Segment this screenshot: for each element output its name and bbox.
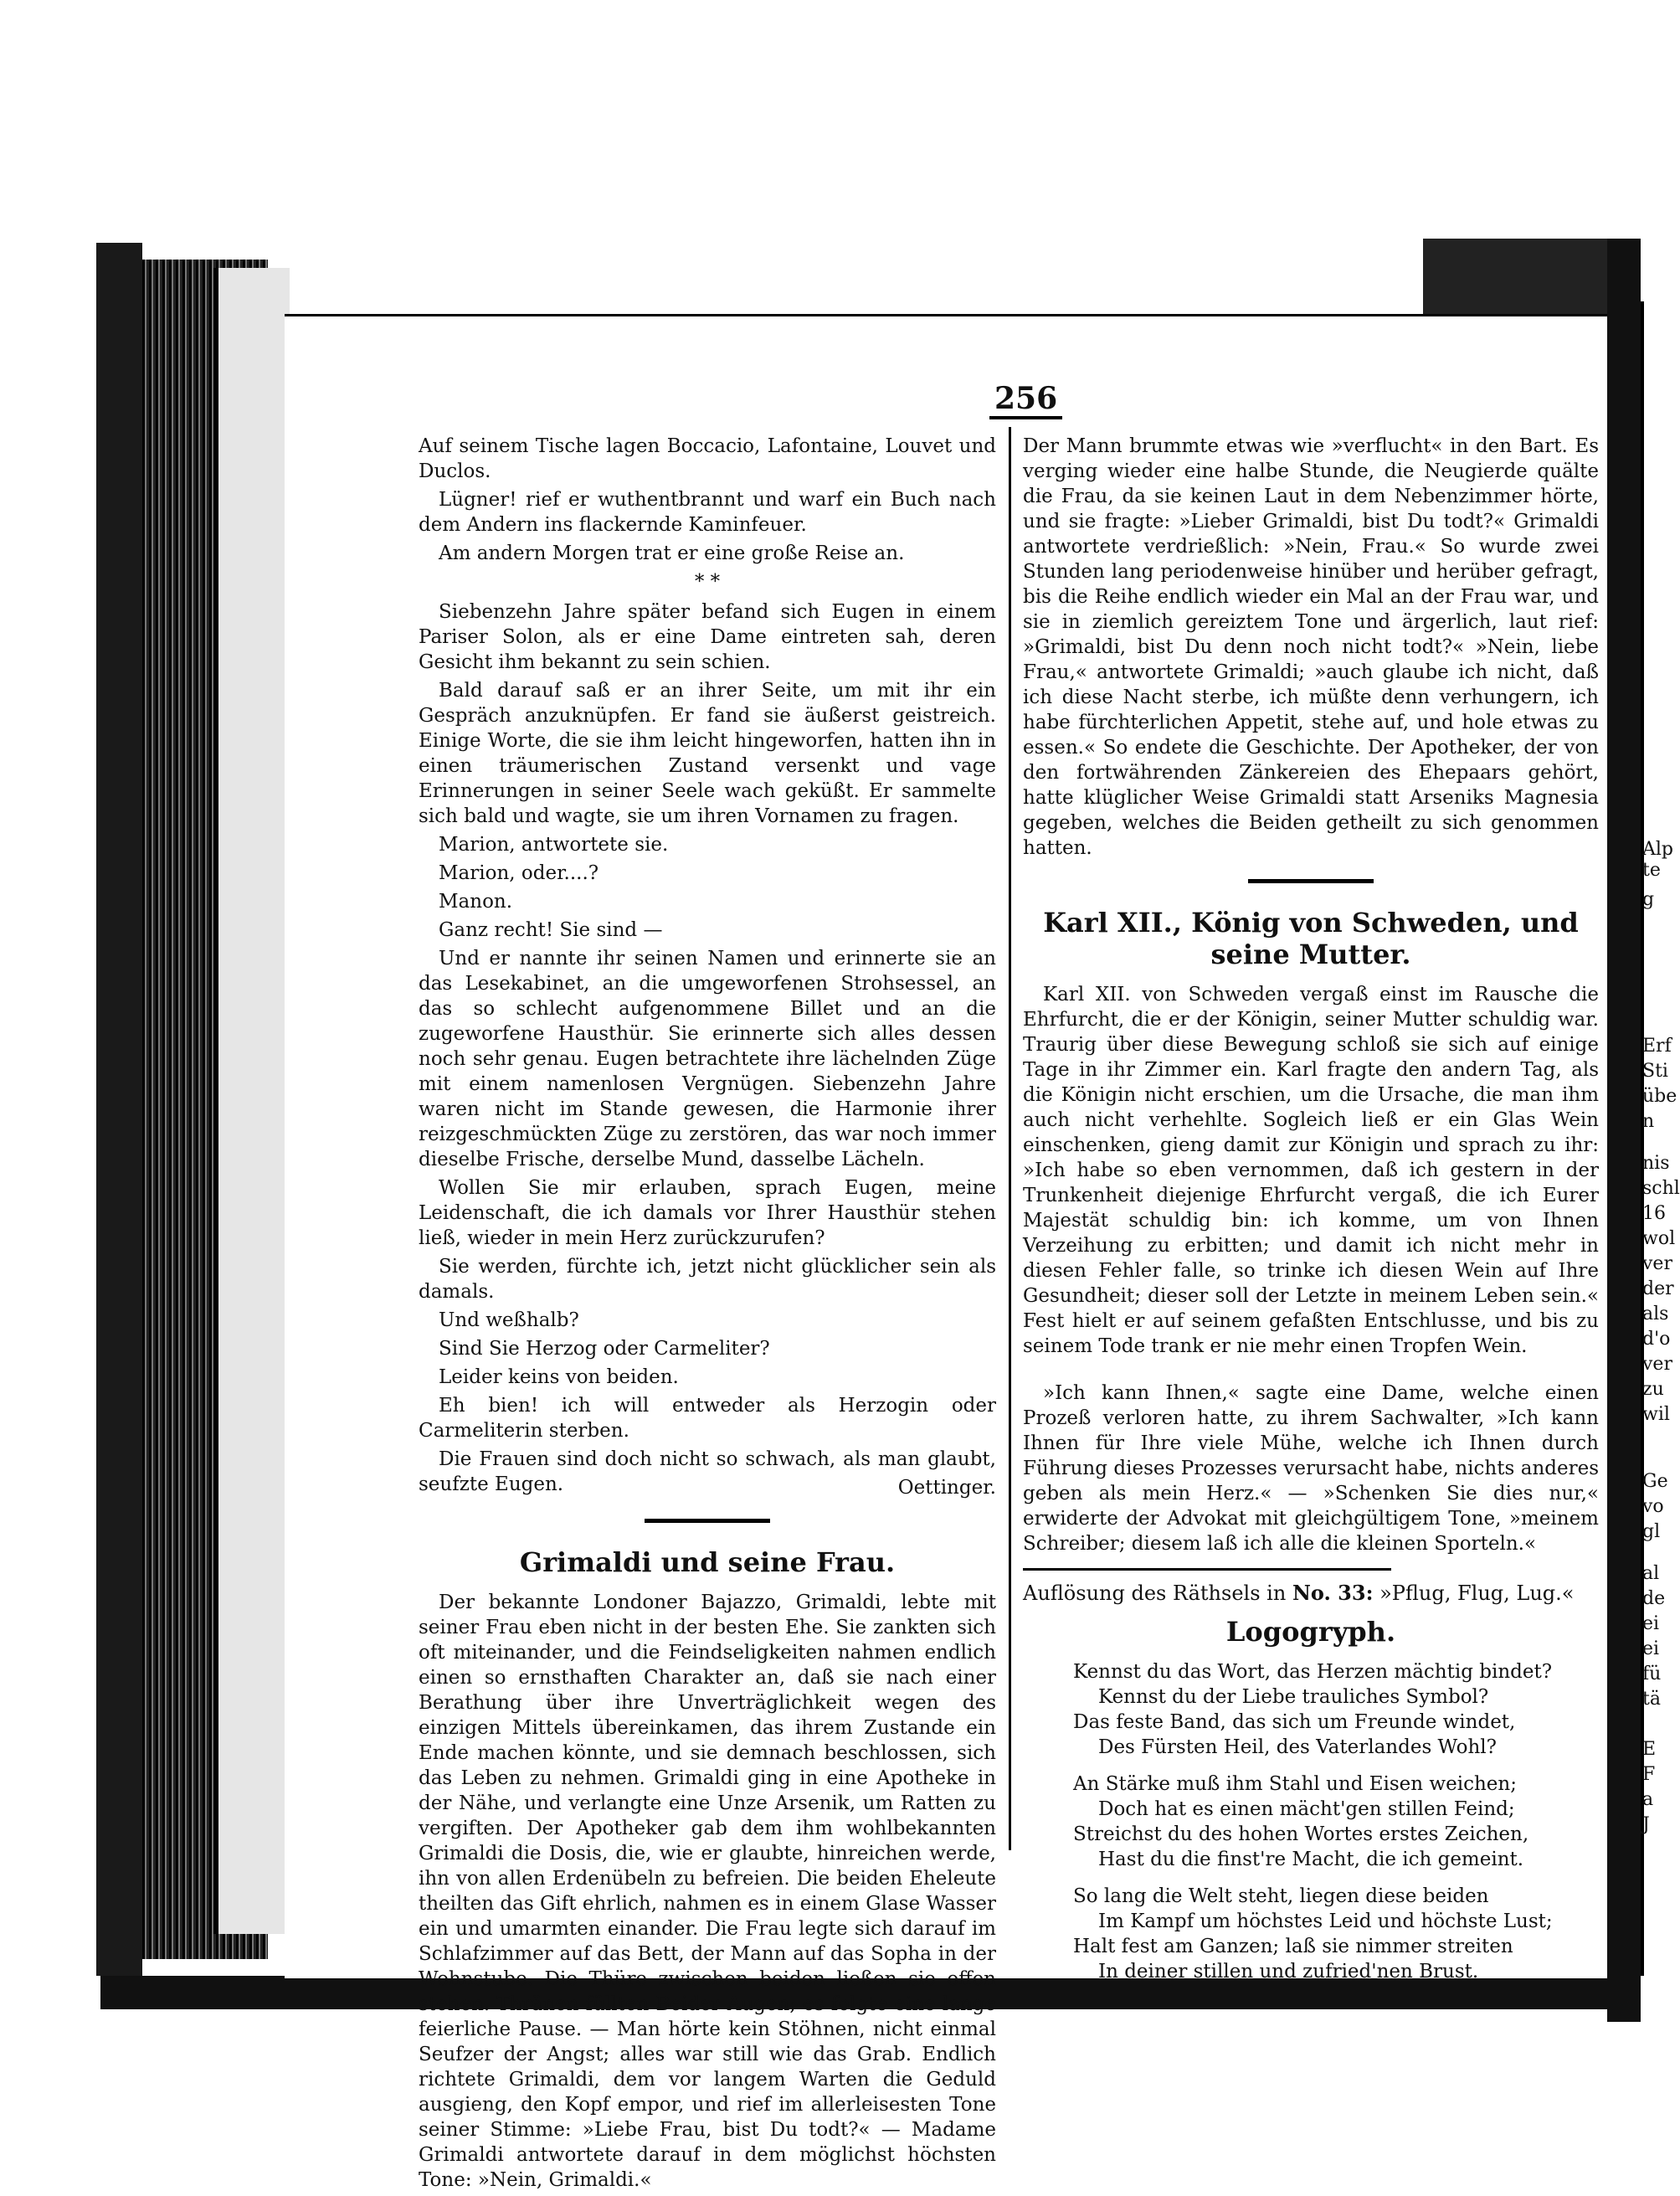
logogryph-title: Logogryph. (1225, 1616, 1396, 1648)
story-paragraph: Auf seinem Tische lagen Boccacio, Lafontaine, Louvet und Duclos. (419, 435, 996, 482)
story-paragraph: Marion, antwortete sie. (439, 834, 669, 856)
adjacent-page-shadow (1423, 239, 1616, 322)
fragment-text: ei (1642, 1613, 1660, 1634)
left-column (419, 434, 996, 2196)
poem-line: Doch hat es einen mächt'gen stillen Feind; (1098, 1798, 1515, 1820)
poem-stanza (1073, 1884, 1599, 1984)
poem-line: Kennst du das Wort, das Herzen mächtig bindet? (1073, 1661, 1553, 1683)
section-rule (1023, 1568, 1391, 1571)
fragment-text: 16 (1642, 1203, 1666, 1224)
poem-line: Streichst du des hohen Wortes erstes Zeichen, (1073, 1823, 1529, 1845)
fragment-text: ver (1642, 1253, 1672, 1274)
story-paragraph: Marion, oder....? (439, 862, 599, 884)
fragment-text: al (1642, 1563, 1660, 1584)
story-paragraph: Die Frauen sind doch nicht so schwach, als man glaubt, seufzte Eugen. (419, 1448, 996, 1495)
fragment-text: gl (1642, 1521, 1661, 1542)
story-paragraph: Lügner! rief er wuthentbrannt und warf ein Buch nach dem Andern ins flackernde Kaminfeuer. (419, 489, 996, 536)
fragment-text: vo (1642, 1496, 1664, 1517)
section-rule (645, 1519, 770, 1523)
poem-line: So lang die Welt steht, liegen diese beiden (1073, 1885, 1489, 1907)
story-paragraph: Und weßhalb? (439, 1309, 579, 1331)
story-paragraph: Manon. (439, 891, 513, 913)
article-body-karl: Karl XII. von Schweden vergaß einst im Rausche die Ehrfurcht, die er der Königin, seiner Mutter schuldig war. Traurig über diese Bewegung schloß sie sich auf einige Tage in ihr Zimmer ein. Karl fragte den andern Tag, als die Königin nicht erschien, um die Ursache, die man ihm auch nicht verhehlte. Sogleich ließ er ein Glas Wein einschenken, gieng damit zur Königin und sprach zu ihr: »Ich habe so eben vernommen, daß ich gestern in der Trunkenheit diejenige Ehrfurcht vergaß, die ich Eurer Majestät schuldig bin: ich komme, um von Ihnen Verzeihung zu erbitten; und damit ich nicht mehr in diesen Fehler falle, so trinke ich diesen Wein auf Ihre Gesundheit; dieser soll der Letzte in meinem Leben sein.« Fest hielt er auf seinem gefaßten Entschlusse, und bis zu seinem Tode trank er nie mehr einen Tropfen Wein. (1023, 984, 1599, 1357)
poem-line: Das feste Band, das sich um Freunde windet, (1073, 1711, 1516, 1733)
fragment-text: der (1642, 1278, 1674, 1299)
fragment-text: ei (1642, 1638, 1660, 1659)
fragment-text: wil (1642, 1404, 1670, 1425)
fragment-text: ver (1642, 1354, 1672, 1375)
fragment-text: als (1642, 1304, 1669, 1324)
story-paragraph: Und er nannte ihr seinen Namen und erinnerte sie an das Lesekabinet, an die umgeworfenen Strohsessel, an das so schlecht aufgenommene Billet und an die zugeworfene Hausthür. Sie erinnerte sich alles dessen noch sehr genau. Eugen betrachtete ihre lächelnden Züge mit einem namenlosen Vergnügen. Siebenzehn Jahre waren nicht im Stande gewesen, die Harmonie ihrer reizgeschmückten Züge zu zerstören, das war noch immer dieselbe Frische, derselbe Mund, dasselbe Lächeln. (419, 948, 996, 1170)
story-paragraph: Eh bien! ich will entweder als Herzogin oder Carmeliterin sterben. (419, 1395, 996, 1442)
poem-line: An Stärke muß ihm Stahl und Eisen weichen; (1073, 1773, 1517, 1795)
fragment-text: J (1642, 1814, 1650, 1835)
fragment-text: wol (1642, 1228, 1676, 1249)
fragment-text: Alp (1642, 839, 1674, 860)
fragment-text: n (1642, 1111, 1655, 1132)
fragment-text: fü (1642, 1664, 1662, 1684)
fragment-text: nis (1642, 1153, 1670, 1174)
poem-stanza (1073, 1772, 1599, 1872)
page-number: 256 (989, 381, 1062, 419)
story-paragraph: Siebenzehn Jahre später befand sich Eugen in einem Pariser Solon, als er eine Dame eintreten sah, deren Gesicht ihm bekannt zu sein schien. (419, 601, 996, 673)
fragment-text: Sti (1642, 1061, 1668, 1082)
next-page-fragment (1641, 301, 1677, 1976)
fragment-text: E (1642, 1739, 1657, 1760)
article-body-grimaldi-continued: Der Mann brummte etwas wie »verflucht« in den Bart. Es verging wieder eine halbe Stunde, die Neugierde quälte die Frau, da sie keinen Laut in dem Nebenzimmer hörte, und sie fragte: »Lieber Grimaldi, bist Du todt?« Grimaldi antwortete verdrießlich: »Nein, Frau.« So wurde zwei Stunden lang periodenweise hinüber und herüber gefragt, bis die Reihe endlich wieder ein Mal an der Frau war, und sie in ziemlich gereiztem Tone und ärgerlich, laut rief: »Grimaldi, bist Du denn noch nicht todt?« »Nein, liebe Frau,« antwortete Grimaldi; »auch glaube ich nicht, daß ich diese Nacht sterbe, ich müßte denn verhungern, ich habe fürchterlichen Appetit, stehe auf, und hole etwas zu essen.« So endete die Geschichte. Der Apotheker, der von den fortwährenden Zänkereien des Ehepaars gehört, hatte klüglicher Weise Grimaldi statt Arseniks Magnesia gegeben, welches die Beiden getheilt zu sich genommen hatten. (1023, 435, 1599, 859)
poem-line: Des Fürsten Heil, des Vaterlandes Wohl? (1098, 1736, 1497, 1758)
solution-prefix: Auflösung des Räthsels in (1023, 1581, 1287, 1605)
article-title-grimaldi: Grimaldi und seine Frau. (519, 1546, 896, 1578)
fragment-text: übe (1642, 1086, 1677, 1107)
fragment-text: tä (1642, 1689, 1661, 1710)
fragment-text: te (1642, 860, 1661, 881)
poem-line: In deiner stillen und zufried'nen Brust. (1098, 1961, 1479, 1983)
poem-line: Im Kampf um höchstes Leid und höchste Lust; (1098, 1911, 1553, 1932)
fragment-text: de (1642, 1588, 1666, 1609)
poem-line: Halt fest am Ganzen; laß sie nimmer streiten (1073, 1936, 1513, 1957)
book-spine-edge (96, 243, 142, 1976)
section-stars: * * (694, 571, 721, 593)
page-edge-inner (213, 268, 290, 1934)
solution-answer: »Pflug, Flug, Lug.« (1379, 1581, 1575, 1605)
column-divider (1009, 427, 1011, 1850)
right-column (1023, 434, 1599, 1996)
story-paragraph: Leider keins von beiden. (439, 1366, 679, 1388)
solution-number: No. 33: (1292, 1581, 1374, 1605)
anecdote-body: »Ich kann Ihnen,« sagte eine Dame, welche einen Prozeß verloren hatte, zu ihrem Sachwalter, »Ich kann Ihnen für Ihre viele Mühe, welche ich Ihnen durch Führung dieses Prozesses verursacht habe, nichts anderes geben als mein Herz.« — »Schenken Sie dies nur,« erwiderte der Advokat mit gleichgültigem Tone, »meinem Schreiber; diesem laß ich alle die kleinen Sporteln.« (1023, 1382, 1599, 1555)
fragment-text: schl (1642, 1178, 1680, 1199)
fragment-text: Erf (1642, 1036, 1672, 1057)
story-paragraph: Ganz recht! Sie sind — (439, 919, 663, 941)
fragment-text: a (1642, 1789, 1654, 1810)
article-title-karl: Karl XII., König von Schweden, und seine Mutter. (1043, 907, 1579, 970)
riddle-solution (1023, 1581, 1599, 1606)
poem-line: Kennst du der Liebe trauliches Symbol? (1098, 1686, 1489, 1708)
fragment-text: g (1642, 889, 1655, 910)
section-rule (1248, 879, 1374, 883)
fragment-text: F (1642, 1764, 1656, 1785)
author-signature: Oettinger. (897, 1477, 996, 1499)
story-paragraph: Am andern Morgen trat er eine große Reise an. (439, 543, 905, 564)
poem-stanza (1073, 1659, 1599, 1760)
story-paragraph: Wollen Sie mir erlauben, sprach Eugen, meine Leidenschaft, die ich damals vor Ihrer Hausthür stehen ließ, wieder in mein Herz zurückzurufen? (419, 1177, 996, 1249)
gutter-shadow (1607, 239, 1641, 2022)
fragment-text: zu (1642, 1379, 1664, 1400)
story-paragraph: Sie werden, fürchte ich, jetzt nicht glücklicher sein als damals. (419, 1256, 996, 1303)
story-paragraph: Sind Sie Herzog oder Carmeliter? (439, 1338, 770, 1360)
poem-line: Hast du die finst're Macht, die ich gemeint. (1098, 1849, 1524, 1870)
fragment-text: d'o (1642, 1329, 1671, 1350)
fragment-text: Ge (1642, 1471, 1668, 1492)
story-paragraph: Bald darauf saß er an ihrer Seite, um mit ihr ein Gespräch anzuknüpfen. Er fand sie äußerst geistreich. Einige Worte, die sie ihm leicht hingeworfen, hatten ihn in einen träumerischen Zustand versenkt und vage Erinnerungen in seiner Seele wach geküßt. Er sammelte sich bald und wagte, sie um ihren Vornamen zu fragen. (419, 680, 996, 827)
logogryph-poem (1073, 1659, 1599, 1984)
article-body-grimaldi: Der bekannte Londoner Bajazzo, Grimaldi, lebte mit seiner Frau eben nicht in der besten Ehe. Sie zankten sich oft miteinander, und die Feindseligkeiten nahmen endlich einen so ernsthaften Charakter an, daß sie nach einer Berathung über ihre Unverträglichkeit wegen des einzigen Mittels übereinkamen, das ihrem Zustande ein Ende machen könnte, und sie demnach beschlossen, sich das Leben zu nehmen. Grimaldi ging in eine Apotheke in der Nähe, und verlangte eine Unze Arsenik, um Ratten zu vergiften. Der Apotheker gab dem ihm wohlbekannten Grimaldi die Dosis, die, wie er glaubte, hinreichen werde, ihn von allen Erdenübeln zu befreien. Die beiden Eheleute theilten das Gift ehrlich, nahmen es in einem Glase Wasser ein und umarmten einander. Die Frau legte sich darauf im Schlafzimmer auf das Bett, der Mann auf das Sopha in der Wohnstube. Die Thüre zwischen beiden ließen sie offen stehen. Thränen füllten Beider Augen; es folgte eine lange feierliche Pause. — Man hörte kein Stöhnen, nicht einmal Seufzer der Angst; alles war still wie das Grab. Endlich richtete Grimaldi, dem vor langem Warten die Geduld ausgieng, den Kopf empor, und rief im allerleisesten Tone seiner Stimme: »Liebe Frau, bist Du todt?« — Madame Grimaldi antwortete darauf in dem möglichst höchsten Tone: »Nein, Grimaldi.« (419, 1592, 996, 2191)
